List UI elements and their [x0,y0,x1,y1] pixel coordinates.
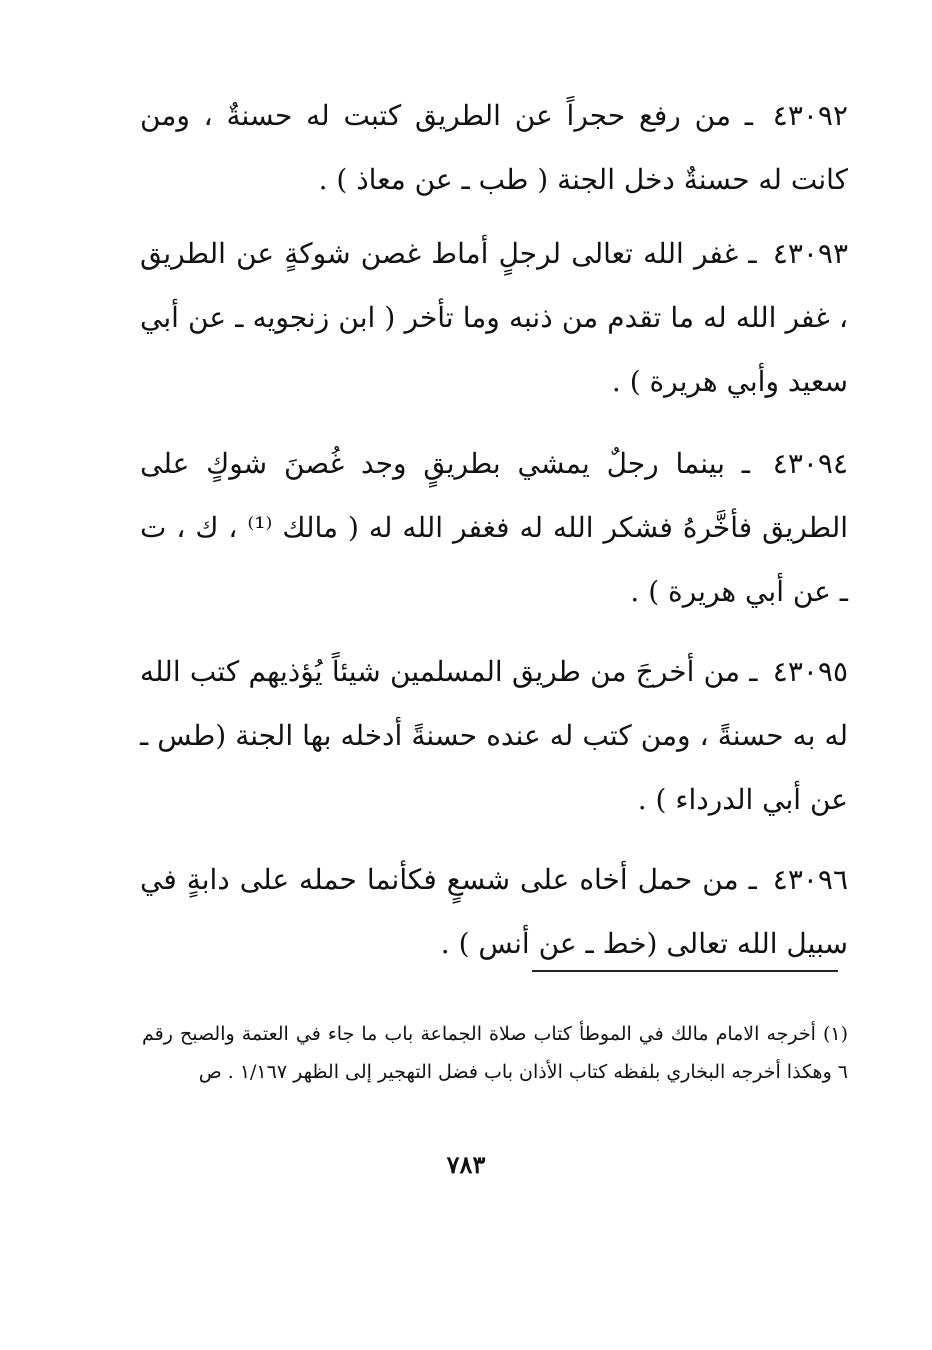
hadith-number: ٤٣٠٩٢ [772,99,848,132]
hadith-entry-43095 [140,640,848,832]
hadith-text: ـ غفر الله تعالى لرجلٍ أماط غصن شوكةٍ عن الطريق ، غفر الله له ما تقدم من ذنبه وما تأخر ( ابن زنجويه ـ عن أبي سعيد وأبي هريرة ) . [140,237,848,398]
hadith-entry-43094 [140,432,848,624]
hadith-entry-43096 [140,848,848,976]
footnote-divider [532,970,838,972]
hadith-text: ـ بينما رجلٌ يمشي بطريقٍ وجد غُصنَ شوكٍ على الطريق فأخَّرهُ فشكر الله له فغفر الله له ( مالك ⁽¹⁾ ، ك ، ت ـ عن أبي هريرة ) . [140,447,848,608]
hadith-entry-43092 [140,84,848,212]
hadith-entry-43093 [140,222,848,414]
hadith-number: ٤٣٠٩٥ [772,655,848,688]
hadith-text: ـ من أخرجَ من طريق المسلمين شيئاً يُؤذيهم كتب الله له به حسنةً ، ومن كتب له عنده حسنةً أدخله بها الجنة (طس ـ عن أبي الدرداء ) . [140,655,848,816]
hadith-text: ـ من حمل أخاه على شسعٍ فكأنما حمله على دابةٍ في سبيل الله تعالى (خط ـ عن أنس ) . [140,863,848,960]
hadith-number: ٤٣٠٩٦ [772,863,848,896]
hadith-number: ٤٣٠٩٤ [772,447,848,480]
page-number: ٧٨٣ [446,1150,486,1179]
hadith-number: ٤٣٠٩٣ [772,237,849,270]
footnote: (١) أخرجه الامام مالك في الموطأ كتاب صلاة الجماعة باب ما جاء في العتمة والصبح رقم ٦ وهكذا أخرجه البخاري بلفظه كتاب الأذان باب فضل التهجير إلى الظهر ١/١٦٧ . ص [142,1023,848,1083]
hadith-text: ـ من رفع حجراً عن الطريق كتبت له حسنةٌ ، ومن كانت له حسنةٌ دخل الجنة ( طب ـ عن معاذ ) . [140,99,848,196]
